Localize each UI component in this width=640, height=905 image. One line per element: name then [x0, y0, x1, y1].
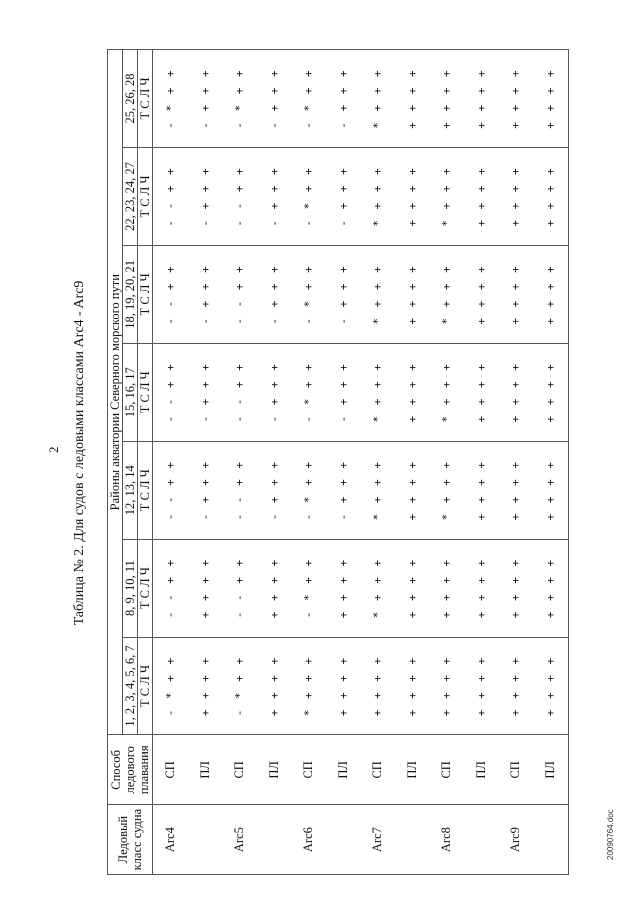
- permission-cell: + + + +: [188, 539, 222, 637]
- permission-cell: - + + +: [188, 441, 222, 539]
- permission-cell: + + + +: [326, 637, 360, 735]
- permission-cell: - - + +: [223, 441, 257, 539]
- region-group-header: 25, 26, 28: [123, 50, 138, 148]
- permission-cell: + + + +: [429, 637, 463, 735]
- permission-cell: + + + +: [533, 637, 569, 735]
- navigation-mode-cell: СП: [498, 735, 532, 805]
- permission-cell: - + + +: [257, 343, 291, 441]
- ice-class-cell: Arc5: [223, 805, 257, 875]
- permission-cell: * + + +: [360, 441, 394, 539]
- footer-filename: 20090764.doc: [606, 809, 615, 860]
- permission-cell: + + + +: [464, 637, 498, 735]
- permission-cell: + + + +: [257, 637, 291, 735]
- permission-cell: + + + +: [464, 245, 498, 343]
- permission-cell: + + + +: [395, 441, 429, 539]
- permission-cell: - * + +: [292, 441, 326, 539]
- permission-cell: + + + +: [464, 148, 498, 246]
- ice-class-cell: [257, 805, 291, 875]
- permission-cell: - * + +: [223, 637, 257, 735]
- permission-cell: + + + +: [395, 50, 429, 148]
- navigation-mode-cell: ПЛ: [326, 735, 360, 805]
- ice-class-cell: Arc8: [429, 805, 463, 875]
- permission-cell: * + + +: [360, 245, 394, 343]
- ice-class-cell: [533, 805, 569, 875]
- permission-cell: * + + +: [429, 441, 463, 539]
- table-row: [498, 50, 532, 875]
- ice-class-table-wrapper: [107, 49, 569, 875]
- permission-cell: + + + +: [395, 637, 429, 735]
- permission-cell: - - + +: [153, 343, 189, 441]
- table-body: [153, 50, 569, 875]
- season-label: Т С Л Ч: [138, 637, 153, 735]
- season-label: Т С Л Ч: [138, 441, 153, 539]
- permission-cell: - * + +: [153, 50, 189, 148]
- ice-class-cell: [395, 805, 429, 875]
- permission-cell: + + + +: [498, 50, 532, 148]
- permission-cell: + + + +: [533, 539, 569, 637]
- permission-cell: - + + +: [188, 148, 222, 246]
- permission-cell: - - + +: [223, 245, 257, 343]
- table-row: [360, 50, 394, 875]
- permission-cell: + + + +: [429, 539, 463, 637]
- header-ice-class: Ледовый класс судна: [108, 805, 153, 875]
- season-label: Т С Л Ч: [138, 539, 153, 637]
- permission-cell: + + + +: [395, 539, 429, 637]
- permission-cell: - + + +: [188, 50, 222, 148]
- permission-cell: + + + +: [464, 441, 498, 539]
- table-row: [464, 50, 498, 875]
- permission-cell: - * + +: [223, 50, 257, 148]
- permission-cell: - + + +: [188, 245, 222, 343]
- permission-cell: + + + +: [498, 343, 532, 441]
- navigation-mode-cell: ПЛ: [188, 735, 222, 805]
- header-navigation-mode: Способ ледового плавания: [108, 735, 153, 805]
- table-row: [395, 50, 429, 875]
- ice-class-cell: [188, 805, 222, 875]
- season-label: Т С Л Ч: [138, 148, 153, 246]
- permission-cell: - - + +: [223, 343, 257, 441]
- table-row: [188, 50, 222, 875]
- permission-cell: + + + +: [533, 343, 569, 441]
- permission-cell: * + + +: [292, 637, 326, 735]
- permission-cell: - + + +: [326, 148, 360, 246]
- page-number: 2: [46, 446, 61, 453]
- table-row: [153, 50, 189, 875]
- permission-cell: + + + +: [395, 148, 429, 246]
- navigation-mode-cell: СП: [292, 735, 326, 805]
- permission-cell: - + + +: [257, 245, 291, 343]
- permission-cell: + + + +: [533, 245, 569, 343]
- table-row: [292, 50, 326, 875]
- permission-cell: + + + +: [257, 539, 291, 637]
- permission-cell: + + + +: [326, 539, 360, 637]
- ice-class-cell: [464, 805, 498, 875]
- permission-cell: + + + +: [395, 343, 429, 441]
- ice-class-table: [107, 49, 569, 875]
- permission-cell: - + + +: [326, 343, 360, 441]
- permission-cell: + + + +: [464, 539, 498, 637]
- table-row: [326, 50, 360, 875]
- permission-cell: + + + +: [533, 148, 569, 246]
- permission-cell: - + + +: [257, 148, 291, 246]
- navigation-mode-cell: ПЛ: [464, 735, 498, 805]
- permission-cell: * + + +: [429, 343, 463, 441]
- header-regions: Районы акватории Северного морского пути: [108, 50, 123, 735]
- permission-cell: * + + +: [360, 343, 394, 441]
- ice-class-cell: Arc4: [153, 805, 189, 875]
- permission-cell: + + + +: [498, 441, 532, 539]
- navigation-mode-cell: СП: [223, 735, 257, 805]
- permission-cell: + + + +: [464, 50, 498, 148]
- permission-cell: + + + +: [498, 245, 532, 343]
- navigation-mode-cell: СП: [153, 735, 189, 805]
- region-group-header: 8, 9, 10, 11: [123, 539, 138, 637]
- table-row: [257, 50, 291, 875]
- navigation-mode-cell: ПЛ: [257, 735, 291, 805]
- navigation-mode-cell: ПЛ: [395, 735, 429, 805]
- ice-class-cell: Arc7: [360, 805, 394, 875]
- permission-cell: * + + +: [429, 245, 463, 343]
- permission-cell: + + + +: [498, 539, 532, 637]
- permission-cell: + + + +: [429, 50, 463, 148]
- permission-cell: - - + +: [153, 441, 189, 539]
- ice-class-cell: [326, 805, 360, 875]
- permission-cell: + + + +: [498, 148, 532, 246]
- permission-cell: - + + +: [257, 441, 291, 539]
- permission-cell: - + + +: [326, 245, 360, 343]
- permission-cell: + + + +: [395, 245, 429, 343]
- permission-cell: - + + +: [326, 50, 360, 148]
- permission-cell: - - + +: [223, 539, 257, 637]
- permission-cell: * + + +: [360, 50, 394, 148]
- permission-cell: - - + +: [153, 245, 189, 343]
- permission-cell: + + + +: [360, 637, 394, 735]
- ice-class-cell: Arc6: [292, 805, 326, 875]
- permission-cell: - - + +: [223, 148, 257, 246]
- permission-cell: + + + +: [533, 50, 569, 148]
- permission-cell: * + + +: [429, 148, 463, 246]
- permission-cell: + + + +: [498, 637, 532, 735]
- permission-cell: - * + +: [292, 539, 326, 637]
- navigation-mode-cell: ПЛ: [533, 735, 569, 805]
- permission-cell: * + + +: [360, 539, 394, 637]
- region-group-header: 18, 19, 20, 21: [123, 245, 138, 343]
- navigation-mode-cell: СП: [429, 735, 463, 805]
- table-row: [429, 50, 463, 875]
- table-row: [533, 50, 569, 875]
- permission-cell: - * + +: [292, 245, 326, 343]
- region-group-header: 15, 16, 17: [123, 343, 138, 441]
- permission-cell: - * + +: [292, 148, 326, 246]
- season-label: Т С Л Ч: [138, 343, 153, 441]
- ice-class-cell: Arc9: [498, 805, 532, 875]
- navigation-mode-cell: СП: [360, 735, 394, 805]
- table-row: [223, 50, 257, 875]
- permission-cell: + + + +: [533, 441, 569, 539]
- permission-cell: - + + +: [188, 343, 222, 441]
- permission-cell: - - + +: [153, 539, 189, 637]
- season-label: Т С Л Ч: [138, 245, 153, 343]
- permission-cell: - * + +: [292, 343, 326, 441]
- permission-cell: + + + +: [188, 637, 222, 735]
- region-group-header: 1, 2, 3, 4, 5, 6, 7: [123, 637, 138, 735]
- season-label: Т С Л Ч: [138, 50, 153, 148]
- permission-cell: - + + +: [257, 50, 291, 148]
- permission-cell: - * + +: [292, 50, 326, 148]
- region-group-header: 12, 13, 14: [123, 441, 138, 539]
- permission-cell: * + + +: [360, 148, 394, 246]
- permission-cell: + + + +: [464, 343, 498, 441]
- permission-cell: - * + +: [153, 637, 189, 735]
- permission-cell: - - + +: [153, 148, 189, 246]
- region-group-header: 22, 23, 24, 27: [123, 148, 138, 246]
- permission-cell: - + + +: [326, 441, 360, 539]
- table-caption: Таблица № 2. Для судов с ледовыми классами Arc4 - Arc9: [72, 280, 87, 626]
